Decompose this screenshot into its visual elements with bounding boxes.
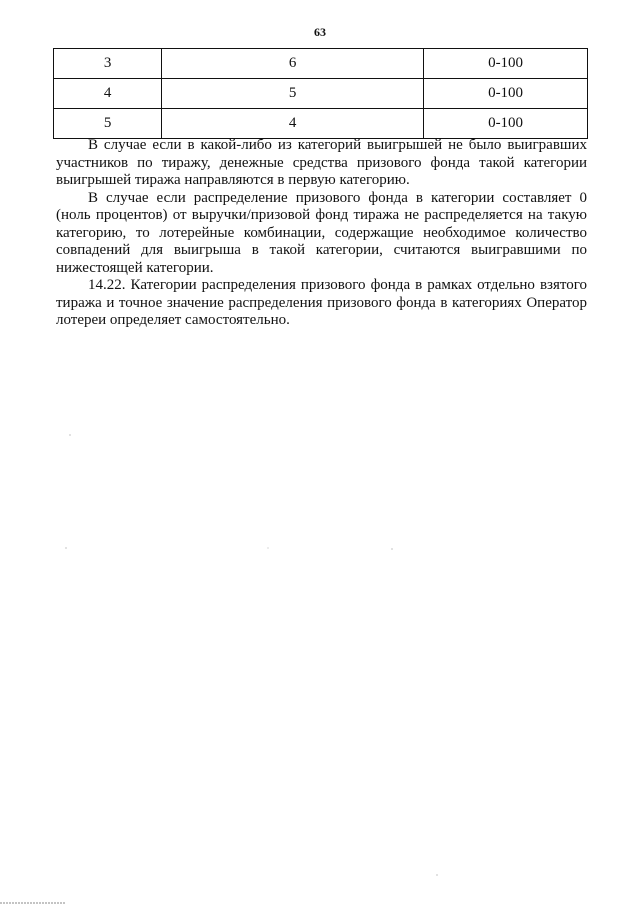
table-cell: 0-100 <box>424 49 588 79</box>
table-cell: 6 <box>162 49 424 79</box>
table-cell: 5 <box>162 79 424 109</box>
paragraph-no-winners: В случае если в какой-либо из категорий выигрышей не было выигравших участников по тиражу, денежные средства призового фонда такой категории выигрышей тиража направляются в первую категорию. <box>56 137 587 188</box>
body-text <box>56 137 587 330</box>
paragraph-zero-distribution: В случае если распределение призового фонда в категории составляет 0 (ноль процентов) от выручки/призовой фонд тиража не распределяется на такую категорию, то лотерейные комбинации, содержащие необходимое количество совпадений для выигрыша в такой категории, считаются выигравшими по нижестоящей категории. <box>56 189 587 276</box>
table-cell: 0-100 <box>424 109 588 139</box>
table-cell: 3 <box>54 49 162 79</box>
table-cell: 4 <box>162 109 424 139</box>
table-cell: 5 <box>54 109 162 139</box>
table-row <box>54 79 588 109</box>
table-row <box>54 49 588 79</box>
page-number: 63 <box>314 25 326 39</box>
table-row <box>54 109 588 139</box>
prize-distribution-table <box>53 48 588 139</box>
paragraph-14-22: 14.22. Категории распределения призового фонда в рамках отдельно взятого тиража и точное значение распределения призового фонда в категориях Оператор лотереи определяет самостоятельно. <box>56 277 587 328</box>
table-cell: 0-100 <box>424 79 588 109</box>
table-cell: 4 <box>54 79 162 109</box>
